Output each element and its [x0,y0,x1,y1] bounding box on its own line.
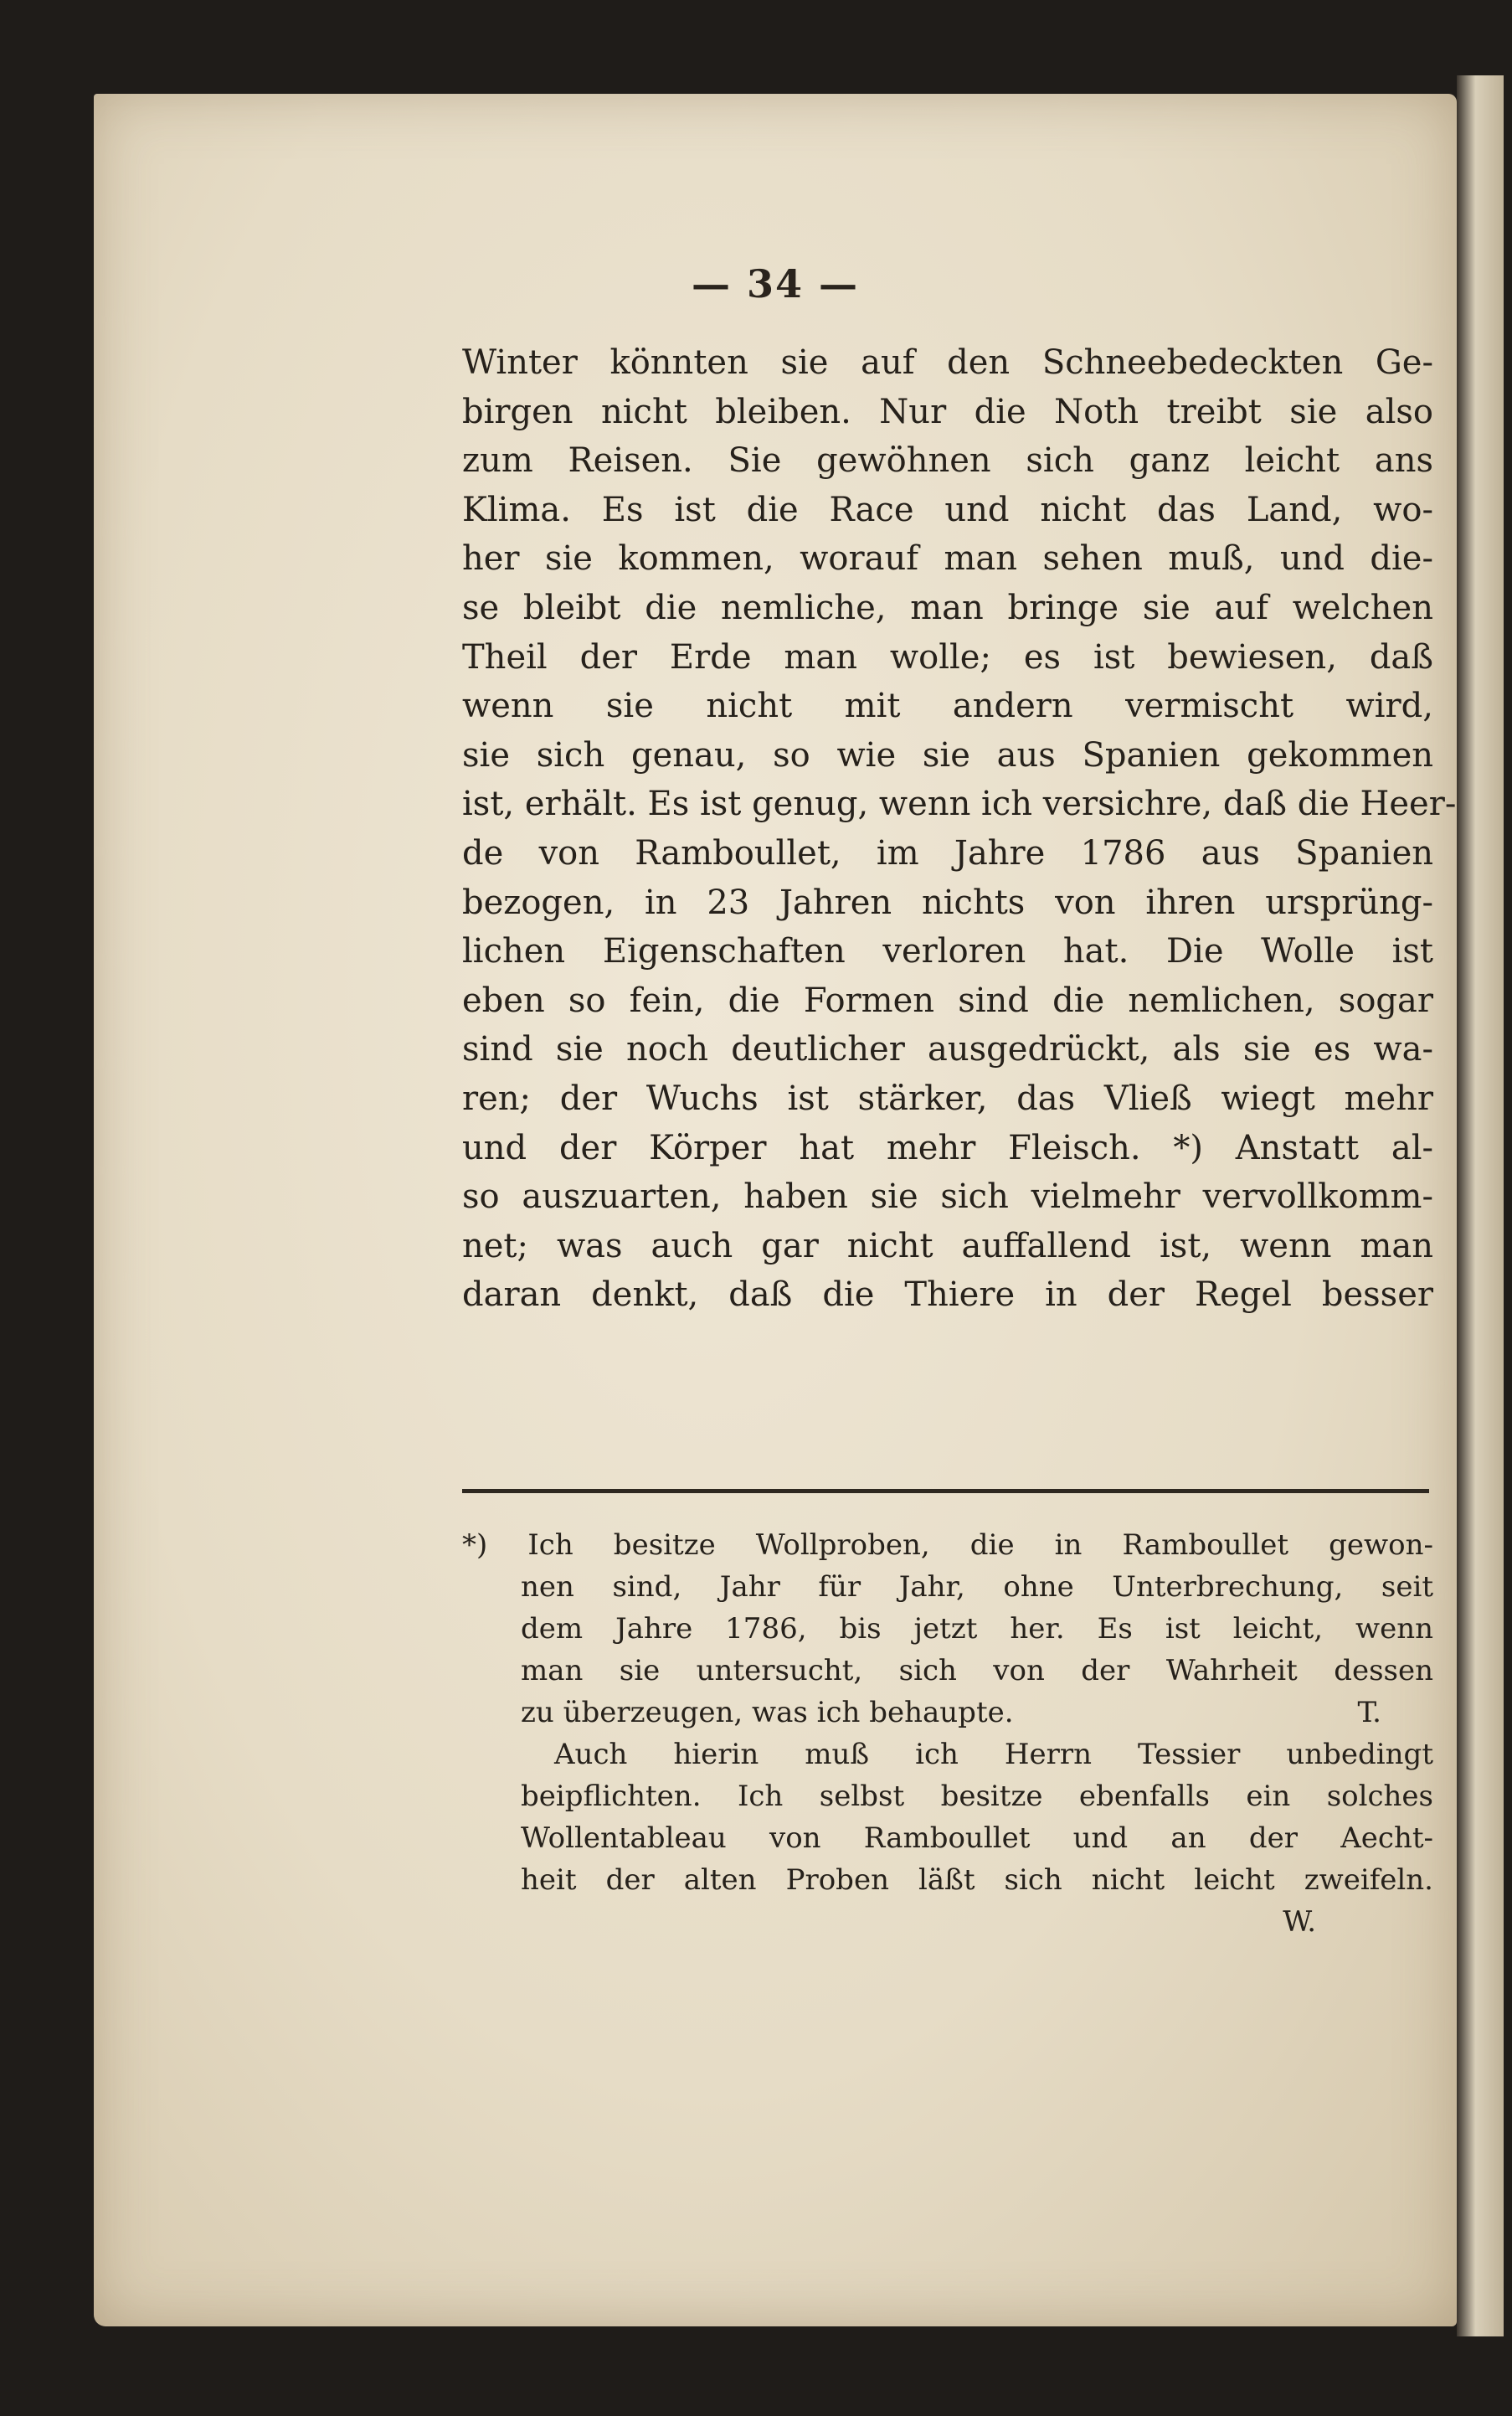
text-line: net; was auch gar nicht auffallend ist, wenn man [462,1226,1433,1265]
footnote-rule [462,1489,1429,1493]
footnote-line: *) Ich besitze Wollproben, die in Ramboullet gewon- [462,1528,1433,1562]
signature-w: W. [1283,1905,1316,1939]
footnote-line: nen sind, Jahr für Jahr, ohne Unterbrechung, seit [521,1570,1433,1604]
footnote-line: man sie untersucht, sich von der Wahrheit dessen [521,1654,1433,1687]
page-number: — 34 — [691,261,860,307]
text-line: de von Ramboullet, im Jahre 1786 aus Spanien [462,833,1433,873]
text-line: zum Reisen. Sie gewöhnen sich ganz leicht ans [462,441,1433,481]
text-line: Winter könnten sie auf den Schneebedeckten Ge- [462,343,1433,382]
footnote [462,1524,1433,1943]
text-line: daran denkt, daß die Thiere in der Regel besser [462,1275,1433,1315]
text-line: se bleibt die nemliche, man bringe sie auf welchen [462,588,1433,627]
signature-t: T. [1357,1696,1381,1729]
footnote-line: heit der alten Proben läßt sich nicht leicht zweifeln. [521,1863,1433,1897]
book-page [94,94,1457,2326]
adjacent-page-edge [1457,75,1504,2336]
footnote-line [462,1692,1433,1733]
text-line: sie sich genau, so wie sie aus Spanien gekommen [462,735,1433,775]
text-line: bezogen, in 23 Jahren nichts von ihren ursprüng- [462,883,1433,922]
footnote-line: Auch hierin muß ich Herrn Tessier unbedingt [554,1738,1433,1771]
text-line: ist, erhält. Es ist genug, wenn ich versichre, daß die Heer- [462,785,1457,824]
text-line: Theil der Erde man wolle; es ist bewiesen, daß [462,637,1433,677]
body-text [462,338,1457,1320]
footnote-line-text: zu überzeugen, was ich behaupte. [521,1696,1014,1729]
text-line: lichen Eigenschaften verloren hat. Die Wolle ist [462,932,1433,971]
text-line: her sie kommen, worauf man sehen muß, und die- [462,539,1433,579]
text-line: eben so fein, die Formen sind die nemlichen, sogar [462,981,1433,1020]
footnote-line: beipflichten. Ich selbst besitze ebenfalls ein solches [521,1780,1433,1813]
text-line: ren; der Wuchs ist stärker, das Vließ wiegt mehr [462,1079,1433,1118]
text-line: Klima. Es ist die Race und nicht das Land, wo- [462,490,1433,529]
footnote-line: dem Jahre 1786, bis jetzt her. Es ist leicht, wenn [521,1612,1433,1646]
text-line: birgen nicht bleiben. Nur die Noth treibt sie also [462,392,1433,431]
text-line: sind sie noch deutlicher ausgedrückt, als sie es wa- [462,1030,1433,1069]
footnote-line: Wollentableau von Ramboullet und an der Aecht- [521,1821,1433,1855]
text-line: wenn sie nicht mit andern vermischt wird, [462,687,1433,726]
text-line: und der Körper hat mehr Fleisch. *) Anstatt al- [462,1128,1433,1167]
text-line: so auszuarten, haben sie sich vielmehr vervollkomm- [462,1177,1433,1217]
